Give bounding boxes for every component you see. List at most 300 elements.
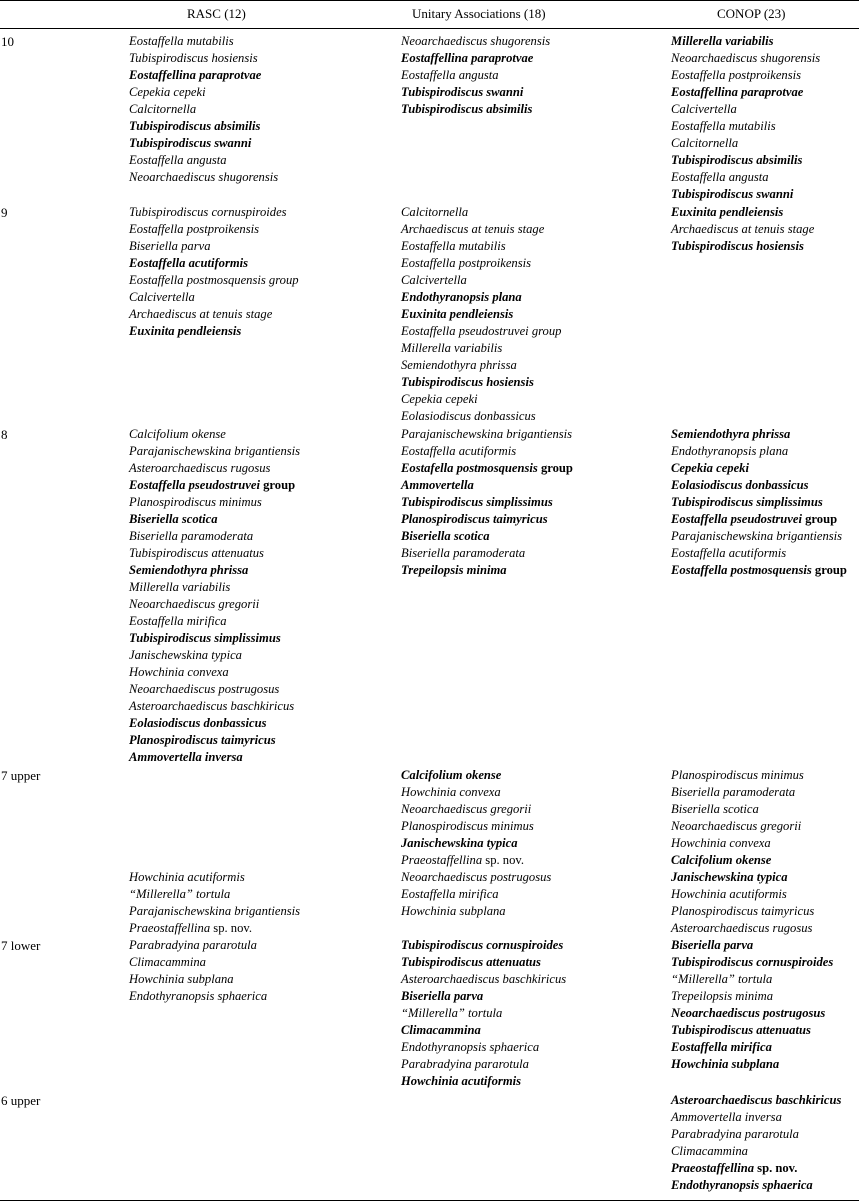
taxon-name: Tubispirodiscus cornuspiroides: [401, 938, 564, 952]
taxon-entry: [129, 886, 300, 903]
taxon-entry: [129, 323, 299, 340]
taxon-name: Eostaffella pseudostruvei: [129, 478, 260, 492]
taxon-name: Eostaffella postproikensis: [401, 256, 532, 270]
taxon-name: Neoarchaediscus shugorensis: [401, 34, 551, 48]
taxon-name: Eostaffellina paraprotvae: [129, 68, 262, 82]
taxon-name: Eostaffella mutabilis: [671, 119, 776, 133]
taxon-name: Eolasiodiscus donbassicus: [129, 716, 267, 730]
taxon-name: Howchinia subplana: [671, 1057, 780, 1071]
taxon-entry: [401, 852, 551, 869]
taxon-name: Eostaffella acutiformis: [401, 444, 517, 458]
taxon-name: Eostaffellina paraprotvae: [671, 85, 804, 99]
taxon-entry: [671, 1022, 833, 1039]
taxon-entry: [129, 579, 300, 596]
taxon-name: Neoarchaediscus gregorii: [401, 802, 532, 816]
taxon-entry: [401, 494, 573, 511]
taxon-entry: [129, 647, 300, 664]
taxon-name: Eostaffella angusta: [401, 68, 499, 82]
taxon-name: Planospirodiscus minimus: [671, 768, 804, 782]
taxon-name: Tubispirodiscus cornuspiroides: [671, 955, 834, 969]
taxon-name: Eostaffella pseudostruvei group: [401, 324, 562, 338]
taxon-qualifier: group: [811, 563, 847, 577]
taxon-name: Endothyranopsis plana: [401, 290, 522, 304]
taxon-entry: [129, 238, 299, 255]
taxon-name: Eostaffella postmosquensis: [671, 563, 812, 577]
taxon-entry: [401, 50, 550, 67]
taxon-entry: [401, 1005, 566, 1022]
taxa-list-conop: [671, 937, 833, 1073]
taxon-name: Tubispirodiscus attenuatus: [129, 546, 264, 560]
taxa-list-ua: [401, 204, 561, 425]
taxon-name: Eostaffella mirifica: [129, 614, 227, 628]
taxon-entry: [401, 374, 561, 391]
taxon-entry: [671, 1056, 833, 1073]
taxon-name: Parabradyina pararotula: [129, 938, 257, 952]
taxa-list-rasc: [129, 33, 278, 186]
taxon-name: Tubispirodiscus simplissimus: [671, 495, 823, 509]
taxon-entry: [671, 1109, 841, 1126]
header-unitary-associations: Unitary Associations (18): [412, 6, 546, 21]
taxon-name: Janischewskina typica: [671, 870, 788, 884]
taxon-name: Euxinita pendleiensis: [671, 205, 784, 219]
taxon-entry: [129, 152, 278, 169]
zone-label: 6 upper: [1, 1093, 41, 1108]
taxon-name: Asteroarchaediscus rugosus: [129, 461, 271, 475]
taxon-entry: [671, 135, 820, 152]
taxon-name: Howchinia subplana: [401, 904, 506, 918]
taxon-entry: [671, 767, 814, 784]
taxon-entry: [401, 1022, 566, 1039]
taxon-name: Praeostaffellina: [671, 1161, 755, 1175]
taxon-entry: [129, 681, 300, 698]
taxon-entry: [401, 1056, 566, 1073]
taxon-name: Endothyranopsis sphaerica: [129, 989, 268, 1003]
taxon-name: Parajanischewskina brigantiensis: [129, 444, 301, 458]
taxon-qualifier: sp. nov.: [482, 853, 525, 867]
taxon-name: Semiendothyra phrissa: [129, 563, 249, 577]
taxon-entry: [671, 562, 847, 579]
taxon-entry: [671, 152, 820, 169]
taxon-name: Eostaffella mirifica: [671, 1040, 772, 1054]
taxa-list-rasc: [129, 869, 300, 937]
taxon-entry: [671, 67, 820, 84]
taxon-name: Millerella variabilis: [129, 580, 231, 594]
taxon-entry: [671, 937, 833, 954]
taxon-entry: [671, 971, 833, 988]
taxon-name: Climacammina: [401, 1023, 481, 1037]
taxon-name: Asteroarchaediscus baschkiricus: [129, 699, 295, 713]
taxon-name: Tubispirodiscus simplissimus: [129, 631, 281, 645]
taxon-entry: [401, 767, 551, 784]
taxa-list-conop: [671, 204, 814, 255]
taxon-name: Planospirodiscus taimyricus: [671, 904, 815, 918]
taxon-entry: [671, 33, 820, 50]
zone-label: 7 upper: [1, 768, 41, 783]
taxon-name: Neoarchaediscus shugorensis: [671, 51, 821, 65]
taxon-name: Parajanischewskina brigantiensis: [401, 427, 573, 441]
taxon-entry: [671, 511, 847, 528]
taxon-name: Archaediscus at tenuis stage: [401, 222, 545, 236]
taxon-name: Tubispirodiscus hosiensis: [401, 375, 534, 389]
taxon-entry: [129, 67, 278, 84]
taxon-name: Eostaffella mutabilis: [401, 239, 506, 253]
taxon-entry: [401, 562, 573, 579]
taxon-name: Cepekia cepeki: [671, 461, 749, 475]
taxa-list-rasc: [129, 204, 299, 340]
taxon-name: Praeostaffellina: [129, 921, 211, 935]
taxon-name: Eostaffella postmosquensis group: [129, 273, 299, 287]
taxon-name: Biseriella parva: [671, 938, 754, 952]
taxon-entry: [129, 221, 299, 238]
taxon-name: Eostaffella mutabilis: [129, 34, 234, 48]
taxon-entry: [671, 1126, 841, 1143]
taxon-entry: [129, 613, 300, 630]
taxon-name: Biseriella paramoderata: [129, 529, 254, 543]
taxon-name: Janischewskina typica: [401, 836, 518, 850]
taxon-name: Eostaffella angusta: [129, 153, 227, 167]
taxon-name: Calcitornella: [671, 136, 739, 150]
taxon-name: Euxinita pendleiensis: [401, 307, 514, 321]
taxon-name: Howchinia acutiformis: [129, 870, 245, 884]
taxon-name: Neoarchaediscus postrugosus: [671, 1006, 826, 1020]
taxon-name: Praeostaffellina: [401, 853, 483, 867]
taxon-entry: [671, 84, 820, 101]
taxon-entry: [401, 323, 561, 340]
taxon-name: Eostaffella angusta: [671, 170, 769, 184]
taxon-entry: [129, 33, 278, 50]
taxon-name: Tubispirodiscus attenuatus: [401, 955, 541, 969]
taxon-entry: [401, 784, 551, 801]
taxon-entry: [401, 835, 551, 852]
taxon-entry: [671, 101, 820, 118]
taxon-entry: [129, 204, 299, 221]
taxon-name: Calcifolium okense: [671, 853, 772, 867]
taxon-name: Neoarchaediscus gregorii: [129, 597, 260, 611]
taxon-name: Endothyranopsis sphaerica: [671, 1178, 813, 1192]
taxon-name: Parabradyina pararotula: [671, 1127, 799, 1141]
taxon-entry: [129, 426, 300, 443]
taxon-entry: [401, 306, 561, 323]
taxon-entry: [401, 903, 551, 920]
taxon-name: Eostaffella acutiformis: [671, 546, 787, 560]
taxon-entry: [401, 545, 573, 562]
taxon-entry: [129, 988, 267, 1005]
taxon-entry: [401, 340, 561, 357]
taxon-name: Tubispirodiscus cornuspiroides: [129, 205, 287, 219]
taxon-name: Tubispirodiscus attenuatus: [671, 1023, 811, 1037]
taxon-name: Eostaffella postproikensis: [129, 222, 260, 236]
taxon-name: Calcivertella: [671, 102, 737, 116]
zone-label: 10: [1, 34, 14, 49]
taxon-entry: [671, 903, 814, 920]
taxon-entry: [129, 169, 278, 186]
taxon-entry: [401, 272, 561, 289]
taxon-name: Biseriella parva: [129, 239, 211, 253]
taxon-name: Semiendothyra phrissa: [401, 358, 517, 372]
taxon-entry: [129, 749, 300, 766]
taxon-name: Neoarchaediscus postrugosus: [401, 870, 552, 884]
taxa-list-ua: [401, 767, 551, 920]
taxon-entry: [401, 801, 551, 818]
taxon-entry: [401, 33, 550, 50]
taxon-name: “Millerella” tortula: [401, 1006, 503, 1020]
taxon-entry: [671, 988, 833, 1005]
taxon-name: Howchinia convexa: [671, 836, 771, 850]
taxon-name: Eostaffella mirifica: [401, 887, 499, 901]
taxon-name: Eolasiodiscus donbassicus: [401, 409, 536, 423]
taxon-entry: [129, 545, 300, 562]
taxon-name: Biseriella scotica: [671, 802, 759, 816]
taxon-name: Tubispirodiscus absimilis: [401, 102, 533, 116]
taxon-entry: [401, 886, 551, 903]
taxon-entry: [129, 272, 299, 289]
taxon-name: Howchinia acutiformis: [671, 887, 787, 901]
taxon-entry: [401, 238, 561, 255]
taxon-name: Tubispirodiscus swanni: [671, 187, 794, 201]
taxon-name: Calcitornella: [129, 102, 197, 116]
taxon-entry: [401, 460, 573, 477]
taxon-qualifier: group: [259, 478, 296, 492]
taxon-entry: [129, 562, 300, 579]
taxon-entry: [401, 954, 566, 971]
taxon-name: Tubispirodiscus absimilis: [129, 119, 261, 133]
taxon-entry: [129, 306, 299, 323]
taxon-entry: [671, 204, 814, 221]
taxa-list-ua: [401, 33, 550, 118]
taxa-list-rasc: [129, 426, 300, 766]
taxon-entry: [401, 818, 551, 835]
header-rasc: RASC (12): [187, 6, 246, 21]
taxon-name: Howchinia convexa: [129, 665, 229, 679]
taxon-name: Asteroarchaediscus baschkiricus: [401, 972, 567, 986]
taxon-name: Calcivertella: [129, 290, 195, 304]
taxon-entry: [671, 801, 814, 818]
taxon-qualifier: group: [537, 461, 573, 475]
taxon-entry: [671, 835, 814, 852]
taxon-entry: [129, 869, 300, 886]
taxon-name: Eostafella postmosquensis: [401, 461, 538, 475]
taxon-entry: [129, 101, 278, 118]
taxon-name: Cepekia cepeki: [129, 85, 206, 99]
taxon-name: Semiendothyra phrissa: [671, 427, 791, 441]
taxon-name: Parajanischewskina brigantiensis: [671, 529, 843, 543]
taxon-name: Eostaffella pseudostruvei: [671, 512, 802, 526]
taxon-entry: [671, 460, 847, 477]
taxon-name: Planospirodiscus taimyricus: [401, 512, 548, 526]
taxon-entry: [401, 1039, 566, 1056]
taxon-name: Tubispirodiscus hosiensis: [671, 239, 804, 253]
taxon-entry: [401, 101, 550, 118]
taxa-list-conop: [671, 426, 847, 579]
taxon-entry: [401, 289, 561, 306]
taxon-entry: [129, 630, 300, 647]
taxon-entry: [129, 937, 267, 954]
taxon-entry: [671, 886, 814, 903]
taxon-name: Tubispirodiscus hosiensis: [129, 51, 258, 65]
header-rule: [0, 28, 859, 29]
bottom-rule: [0, 1200, 859, 1201]
taxon-name: Climacammina: [671, 1144, 748, 1158]
zone-label: 9: [1, 205, 8, 220]
taxon-name: Millerella variabilis: [671, 34, 774, 48]
taxon-name: Eostaffella acutiformis: [129, 256, 249, 270]
taxon-entry: [129, 920, 300, 937]
taxon-entry: [671, 494, 847, 511]
taxon-entry: [129, 255, 299, 272]
top-rule: [0, 0, 859, 1]
taxon-name: Trepeilopsis minima: [401, 563, 507, 577]
taxon-entry: [671, 1143, 841, 1160]
taxon-entry: [129, 443, 300, 460]
taxon-entry: [129, 460, 300, 477]
taxon-name: Cepekia cepeki: [401, 392, 478, 406]
taxon-entry: [401, 357, 561, 374]
taxon-entry: [671, 1005, 833, 1022]
taxon-name: Howchinia subplana: [129, 972, 234, 986]
taxon-name: Neoarchaediscus shugorensis: [129, 170, 279, 184]
taxon-entry: [129, 732, 300, 749]
taxon-entry: [401, 391, 561, 408]
taxon-entry: [671, 920, 814, 937]
taxon-entry: [671, 238, 814, 255]
taxon-entry: [671, 118, 820, 135]
taxa-list-ua: [401, 937, 566, 1090]
taxon-entry: [671, 50, 820, 67]
taxon-entry: [401, 1073, 566, 1090]
taxon-entry: [671, 221, 814, 238]
taxon-name: Archaediscus at tenuis stage: [129, 307, 273, 321]
taxon-entry: [671, 545, 847, 562]
taxon-entry: [671, 443, 847, 460]
taxon-entry: [671, 1177, 841, 1194]
taxa-list-rasc: [129, 937, 267, 1005]
taxon-entry: [129, 903, 300, 920]
taxon-entry: [401, 426, 573, 443]
taxon-name: Planospirodiscus minimus: [401, 819, 534, 833]
zone-label: 8: [1, 427, 8, 442]
taxon-name: Euxinita pendleiensis: [129, 324, 242, 338]
taxon-entry: [671, 954, 833, 971]
taxon-name: Biseriella paramoderata: [401, 546, 526, 560]
taxon-name: Asteroarchaediscus rugosus: [671, 921, 813, 935]
taxon-name: Neoarchaediscus postrugosus: [129, 682, 280, 696]
taxon-entry: [401, 511, 573, 528]
taxon-entry: [671, 852, 814, 869]
taxon-entry: [129, 698, 300, 715]
taxon-name: Endothyranopsis sphaerica: [401, 1040, 540, 1054]
taxon-name: Millerella variabilis: [401, 341, 503, 355]
taxon-entry: [129, 494, 300, 511]
taxon-entry: [671, 477, 847, 494]
taxon-entry: [129, 118, 278, 135]
taxa-list-conop: [671, 1092, 841, 1194]
taxon-name: Howchinia acutiformis: [401, 1074, 522, 1088]
taxon-name: Biseriella paramoderata: [671, 785, 796, 799]
taxon-entry: [129, 477, 300, 494]
taxon-entry: [671, 426, 847, 443]
taxon-entry: [401, 67, 550, 84]
taxon-entry: [671, 1092, 841, 1109]
taxon-entry: [671, 186, 820, 203]
taxon-entry: [129, 596, 300, 613]
taxon-entry: [129, 664, 300, 681]
zone-label: 7 lower: [1, 938, 41, 953]
taxon-name: Biseriella scotica: [401, 529, 490, 543]
taxon-entry: [401, 528, 573, 545]
taxon-name: “Millerella” tortula: [129, 887, 231, 901]
taxon-entry: [129, 954, 267, 971]
taxon-name: Endothyranopsis plana: [671, 444, 789, 458]
taxon-name: “Millerella” tortula: [671, 972, 773, 986]
taxon-entry: [129, 971, 267, 988]
taxon-name: Parajanischewskina brigantiensis: [129, 904, 301, 918]
taxon-name: Planospirodiscus minimus: [129, 495, 262, 509]
taxon-entry: [671, 1160, 841, 1177]
taxa-list-conop: [671, 767, 814, 937]
taxon-qualifier: sp. nov.: [754, 1161, 798, 1175]
taxon-name: Eostaffella postproikensis: [671, 68, 802, 82]
taxon-entry: [401, 408, 561, 425]
taxon-entry: [129, 84, 278, 101]
taxon-name: Howchinia convexa: [401, 785, 501, 799]
taxon-entry: [671, 1039, 833, 1056]
header-conop: CONOP (23): [717, 6, 786, 21]
taxon-name: Tubispirodiscus absimilis: [671, 153, 803, 167]
taxon-name: Ammovertella inversa: [671, 1110, 782, 1124]
taxon-name: Biseriella scotica: [129, 512, 218, 526]
taxa-list-conop: [671, 33, 820, 203]
taxon-entry: [129, 511, 300, 528]
taxon-entry: [671, 528, 847, 545]
taxon-entry: [671, 869, 814, 886]
taxon-entry: [401, 869, 551, 886]
taxon-entry: [401, 988, 566, 1005]
taxon-name: Biseriella parva: [401, 989, 484, 1003]
taxon-name: Ammovertella: [401, 478, 474, 492]
taxon-entry: [129, 715, 300, 732]
taxa-list-ua: [401, 426, 573, 579]
taxon-name: Archaediscus at tenuis stage: [671, 222, 815, 236]
taxon-entry: [671, 818, 814, 835]
taxon-name: Planospirodiscus taimyricus: [129, 733, 276, 747]
taxon-name: Tubispirodiscus swanni: [401, 85, 524, 99]
taxon-qualifier: group: [801, 512, 838, 526]
taxon-name: Calcifolium okense: [401, 768, 502, 782]
taxon-name: Asteroarchaediscus baschkiricus: [671, 1093, 842, 1107]
taxon-name: Calcivertella: [401, 273, 467, 287]
taxon-entry: [401, 937, 566, 954]
taxon-entry: [129, 50, 278, 67]
taxon-name: Calcifolium okense: [129, 427, 226, 441]
taxon-entry: [401, 971, 566, 988]
taxon-entry: [401, 255, 561, 272]
taxon-name: Tubispirodiscus swanni: [129, 136, 252, 150]
taxon-qualifier: sp. nov.: [210, 921, 253, 935]
taxon-entry: [401, 221, 561, 238]
taxon-name: Calcitornella: [401, 205, 469, 219]
taxon-name: Neoarchaediscus gregorii: [671, 819, 802, 833]
taxon-name: Parabradyina pararotula: [401, 1057, 529, 1071]
taxon-name: Trepeilopsis minima: [671, 989, 774, 1003]
taxon-name: Climacammina: [129, 955, 206, 969]
taxon-name: Tubispirodiscus simplissimus: [401, 495, 553, 509]
taxon-entry: [671, 169, 820, 186]
taxon-entry: [671, 784, 814, 801]
taxon-name: Eolasiodiscus donbassicus: [671, 478, 809, 492]
taxon-entry: [129, 528, 300, 545]
taxon-name: Eostaffellina paraprotvae: [401, 51, 534, 65]
taxon-entry: [401, 204, 561, 221]
